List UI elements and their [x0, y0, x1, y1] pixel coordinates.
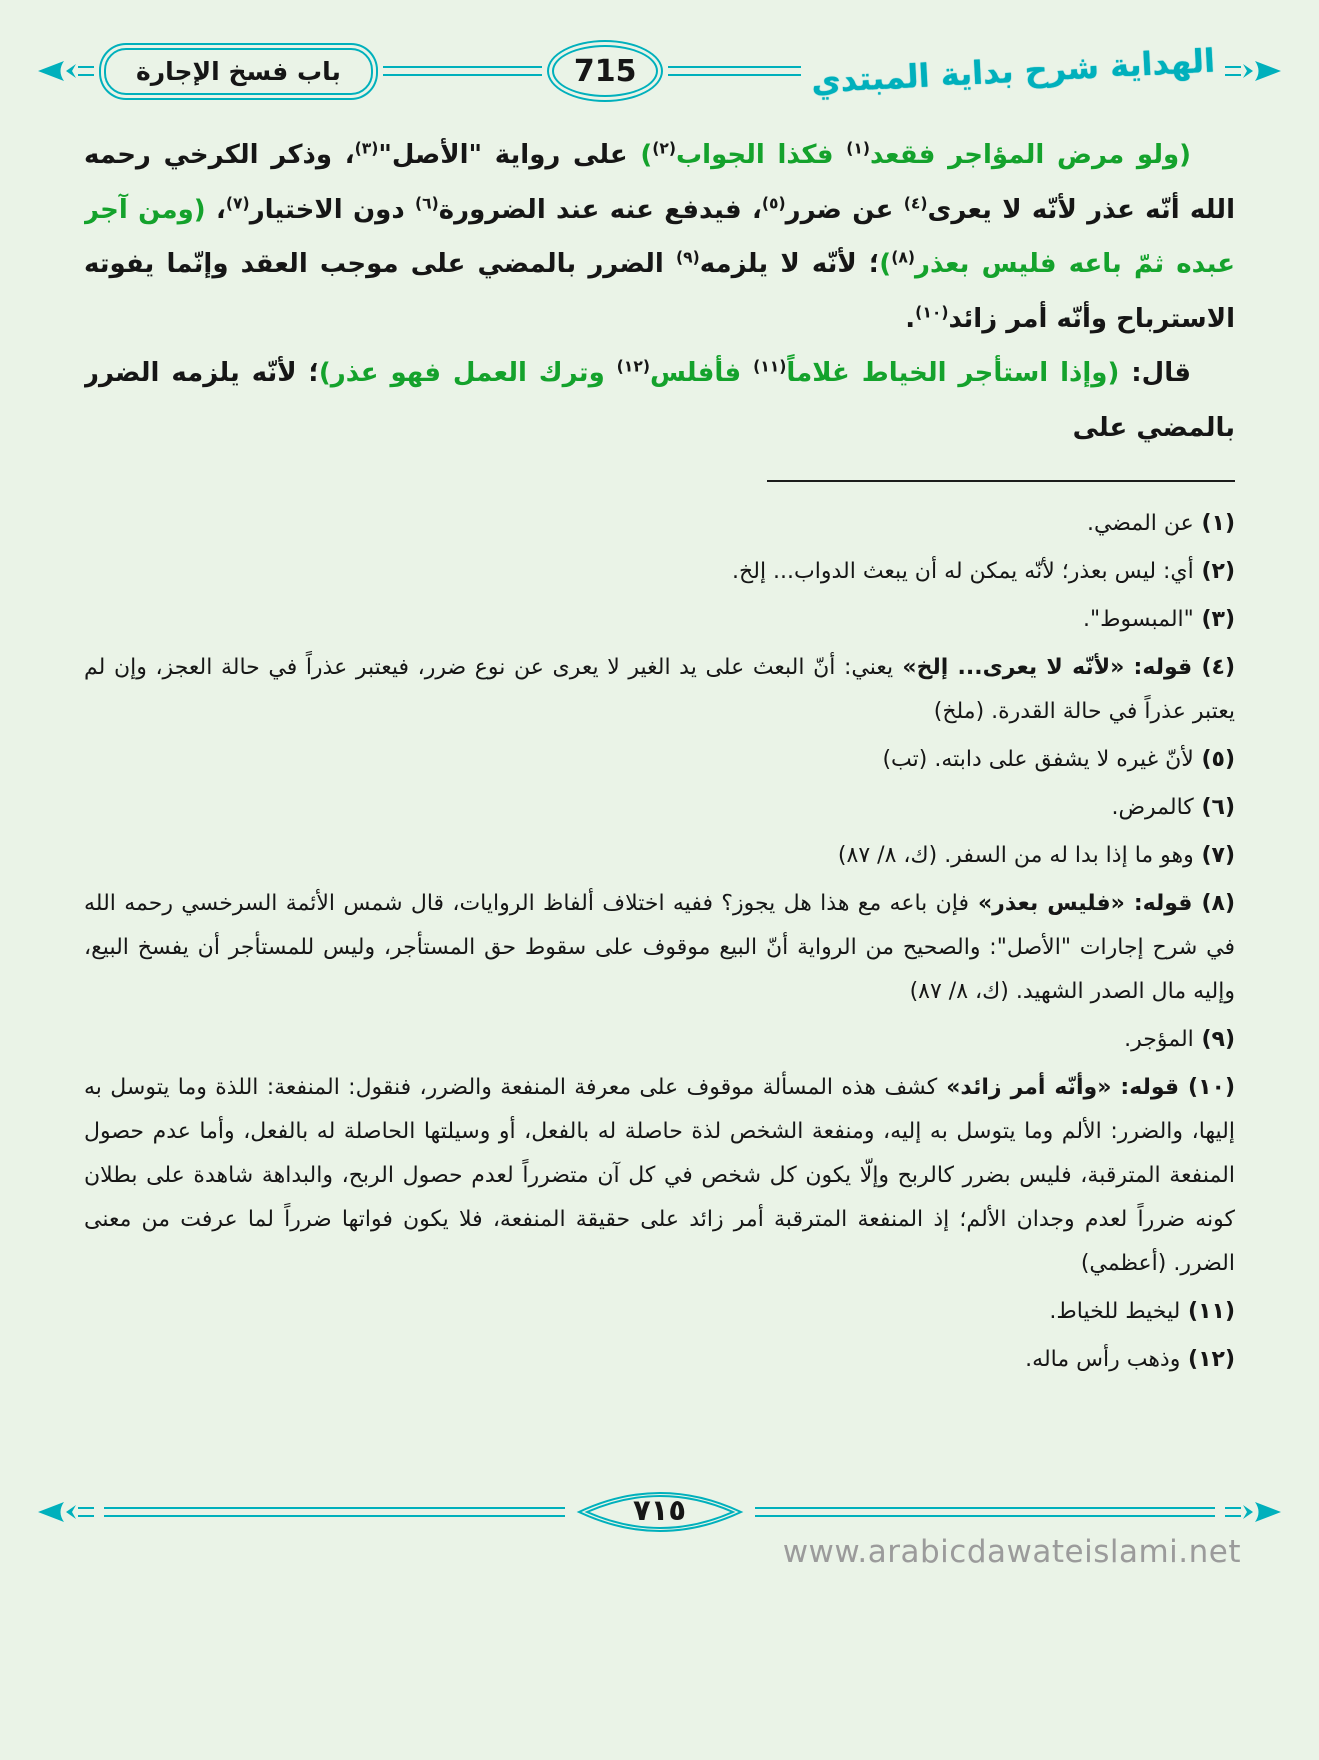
footnote-text: يعني: أنّ البعث على يد الغير لا يعرى عن نوع ضرر، فيعتبر عذراً في حالة العجز، وإن لم يعتبر عذراً في حالة القدرة. (ملخ) [84, 654, 1235, 724]
footnote-lead: قوله: «فليس بعذر» [968, 890, 1193, 916]
footnote-marker: (٨) [891, 248, 915, 267]
footnote-text: وهو ما إذا بدا له من السفر. (ك، ٨/ ٨٧) [837, 842, 1194, 868]
footnotes-list [84, 502, 1235, 1382]
text-segment: ) [879, 249, 892, 280]
footnote-marker: (١١) [753, 357, 787, 376]
text-segment: ) [640, 140, 653, 170]
footnote-text: لأنّ غيره لا يشفق على دابته. (تب) [882, 746, 1194, 772]
footnote-marker: (٣) [354, 139, 379, 158]
text-segment: الضرر بالمضي على موجب العقد وإنّما يفوته الاسترباح وأنّه أمر زائد [84, 249, 1235, 334]
text-segment: فأفلس [649, 358, 754, 389]
text-segment: على رواية "الأصل" [378, 140, 641, 170]
footnote-text: عن المضي. [1086, 510, 1194, 536]
ornamental-rule [668, 66, 801, 76]
footnote-text: فإن باعه مع هذا هل يجوز؟ ففيه اختلاف ألفاظ الروايات، قال شمس الأئمة السرخسي رحمه الله في شرح إجارات "الأصل": والصحيح من الرواية أنّ البيع موقوف على سقوط حق المستأجر، وليس للمستأجر أن يفسخ البيع، وإليه مال الصدر الشهيد. (ك، ٨/ ٨٧) [84, 890, 1235, 1004]
footnote-text: المؤجر. [1124, 1026, 1194, 1052]
ornament-right-end-icon [1225, 58, 1283, 84]
footnote-number: (٥) [1193, 746, 1235, 772]
footnote-number: (٣) [1193, 606, 1235, 632]
text-segment: عن ضرر [785, 194, 904, 225]
text-segment: ، فيدفع عنه عند الضرورة [438, 194, 762, 225]
footnote-lead: قوله: «لأنّه لا يعرى... إلخ» [893, 654, 1193, 680]
footnote-number: (١) [1193, 510, 1235, 536]
text-segment: فكذا الجواب [676, 140, 847, 170]
text-segment: ، [205, 194, 226, 225]
footnote-number: (٢) [1193, 558, 1235, 584]
page-body [84, 128, 1235, 1510]
footnote-item [84, 550, 1235, 594]
footnote-marker: (٢) [652, 139, 677, 158]
page-number-bottom-frame [575, 1487, 745, 1537]
text-segment: . [905, 303, 916, 334]
text-segment: (ولو مرض المؤاجر فقعد [870, 140, 1191, 170]
footnote-marker: (٩) [675, 248, 700, 267]
body-paragraph [84, 346, 1235, 455]
footnote-marker: (١٠) [915, 303, 949, 322]
footnote-item [84, 738, 1235, 782]
footnote-number: (٩) [1193, 1026, 1235, 1052]
text-segment: وترك العمل فهو عذر) [318, 358, 617, 389]
text-segment: دون الاختيار [249, 194, 415, 225]
footnote-item [84, 1066, 1235, 1286]
footnote-text: كالمرض. [1111, 794, 1194, 820]
footnote-number: (١٢) [1180, 1346, 1235, 1372]
text-segment: (ومن آجر عبده ثمّ باعه فليس بعذر [84, 194, 1235, 280]
text-segment: (وإذا استأجر الخياط غلاماً [786, 358, 1120, 389]
footnote-text: "المبسوط". [1083, 606, 1194, 632]
footnote-text: ليخيط للخياط. [1049, 1298, 1181, 1324]
book-title-calligraphy: الهداية شرح بداية المبتدي [810, 41, 1216, 101]
ornamental-rule [104, 1507, 565, 1517]
footnote-item [84, 1290, 1235, 1334]
footnote-item [84, 1338, 1235, 1382]
footnote-number: (٧) [1193, 842, 1235, 868]
text-segment: قال: [1119, 358, 1191, 389]
footnote-number: (١٠) [1179, 1074, 1235, 1100]
footnote-number: (٦) [1193, 794, 1235, 820]
footnote-text: كشف هذه المسألة موقوف على معرفة المنفعة والضرر، فنقول: المنفعة: اللذة وما يتوسل به إليها، والضرر: الألم وما يتوسل به إليه، ومنفعة الشخص لذة حاصلة له بالفعل، أو وسيلتها الحاصلة له بالفعل، وأما عدم حصول المنفعة المترقبة، فليس بضرر كالربح وإلّا يكون كل شخص في كل آن متضرراً لعدم حصول الربح، والبداهة شاهدة على بطلان كونه ضرراً لعدم وجدان الألم؛ إذ المنفعة المترقبة أمر زائد على حقيقة المنفعة، فلا يكون فواتها ضرراً لما عرفت من معنى الضرر. (أعظمي) [84, 1074, 1235, 1276]
ornament-left-end-icon [36, 1499, 94, 1525]
footnote-marker: (٧) [225, 193, 250, 212]
footnote-text: أي: ليس بعذر؛ لأنّه يمكن له أن يبعث الدواب... إلخ. [732, 558, 1194, 584]
page-number-top: 715 [552, 45, 658, 97]
text-segment: ؛ لأنّه لا يلزمه [699, 249, 880, 280]
ornamental-rule [755, 1507, 1216, 1517]
page-number-bottom: ٧١٥ [632, 1493, 687, 1527]
footnote-marker: (٤) [903, 193, 928, 212]
page-header [36, 42, 1283, 100]
watermark: www.arabicdawateislami.net [782, 1534, 1241, 1570]
text-segment: ؛ لأنّه يلزمه الضرر بالمضي على [84, 358, 1235, 443]
footnote-item [84, 646, 1235, 734]
ornamental-rule [383, 66, 542, 76]
footnote-item [84, 598, 1235, 642]
body-paragraph [84, 128, 1235, 346]
text-segment: ، وذكر الكرخي رحمه الله أنّه عذر لأنّه لا يعرى [84, 140, 1235, 225]
footnote-separator [767, 480, 1235, 482]
footnote-number: (١١) [1180, 1298, 1235, 1324]
footnote-item [84, 834, 1235, 878]
ornament-right-end-icon [1225, 1499, 1283, 1525]
footnote-item [84, 1018, 1235, 1062]
footnote-item [84, 882, 1235, 1014]
footnote-text: وذهب رأس ماله. [1025, 1346, 1181, 1372]
footnote-item [84, 786, 1235, 830]
page-footer-ornament [36, 1487, 1283, 1537]
footnote-item [84, 502, 1235, 546]
footnote-marker: (١٢) [616, 357, 650, 376]
footnote-marker: (١) [846, 139, 870, 158]
footnote-marker: (٥) [761, 193, 786, 212]
footnote-marker: (٦) [414, 193, 439, 212]
ornament-left-end-icon [36, 58, 94, 84]
chapter-label: باب فسخ الإجارة [104, 48, 373, 95]
footnote-lead: قوله: «وأنّه أمر زائد» [937, 1074, 1180, 1100]
footnote-number: (٤) [1192, 654, 1235, 680]
footnote-number: (٨) [1192, 890, 1235, 916]
